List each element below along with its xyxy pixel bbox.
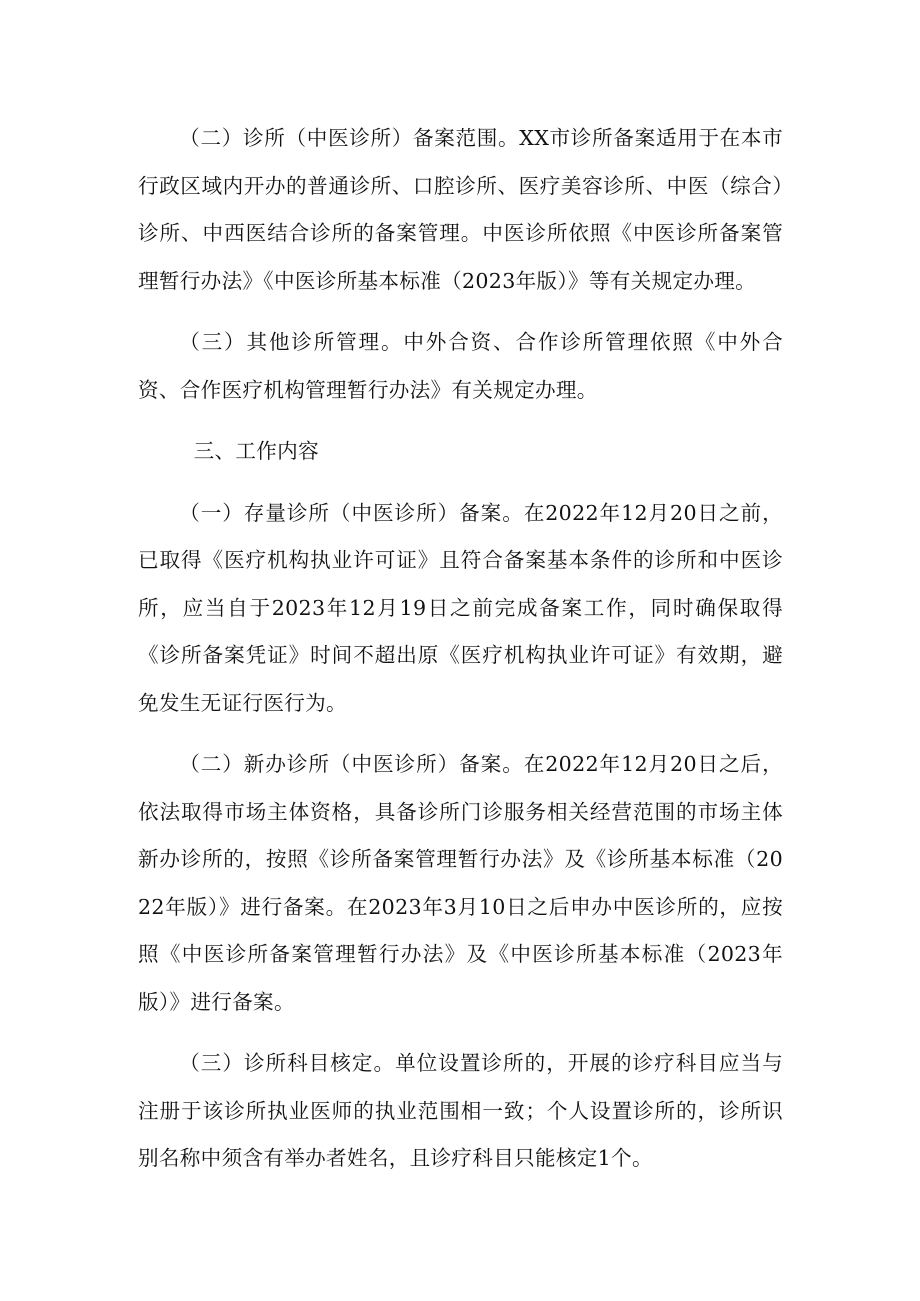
- paragraph-scope-clinic-filing: （二）诊所（中医诊所）备案范围。XX市诊所备案适用于在本市行政区域内开办的普通诊所、口腔诊所、医疗美容诊所、中医（综合）诊所、中西医结合诊所的备案管理。中医诊所依照《中医诊所备案管理暂行办法》《中医诊所基本标准（2023年版）》等有关规定办理。: [138, 126, 783, 293]
- paragraph-other-clinic-management: （三）其他诊所管理。中外合资、合作诊所管理依照《中外合资、合作医疗机构管理暂行办法》有关规定办理。: [138, 330, 783, 402]
- section-heading-work-content: 三、工作内容: [193, 439, 319, 463]
- document-body: [138, 115, 783, 1197]
- paragraph-clinic-subject-verification: （三）诊所科目核定。单位设置诊所的，开展的诊疗科目应当与注册于该诊所执业医师的执业范围相一致；个人设置诊所的，诊所识别名称中须含有举办者姓名，且诊疗科目只能核定1个。: [138, 1051, 783, 1170]
- paragraph-new-clinic-filing: （二）新办诊所（中医诊所）备案。在2022年12月20日之后，依法取得市场主体资格，具备诊所门诊服务相关经营范围的市场主体新办诊所的，按照《诊所备案管理暂行办法》及《诊所基本标准（2022年版）》进行备案。在2023年3月10日之后申办中医诊所的，应按照《中医诊所备案管理暂行办法》及《中医诊所基本标准（2023年版）》进行备案。: [138, 752, 783, 1014]
- paragraph-existing-clinic-filing: （一）存量诊所（中医诊所）备案。在2022年12月20日之前，已取得《医疗机构执业许可证》且符合备案基本条件的诊所和中医诊所，应当自于2023年12月19日之前完成备案工作，同时确保取得《诊所备案凭证》时间不超出原《医疗机构执业许可证》有效期，避免发生无证行医行为。: [138, 500, 783, 715]
